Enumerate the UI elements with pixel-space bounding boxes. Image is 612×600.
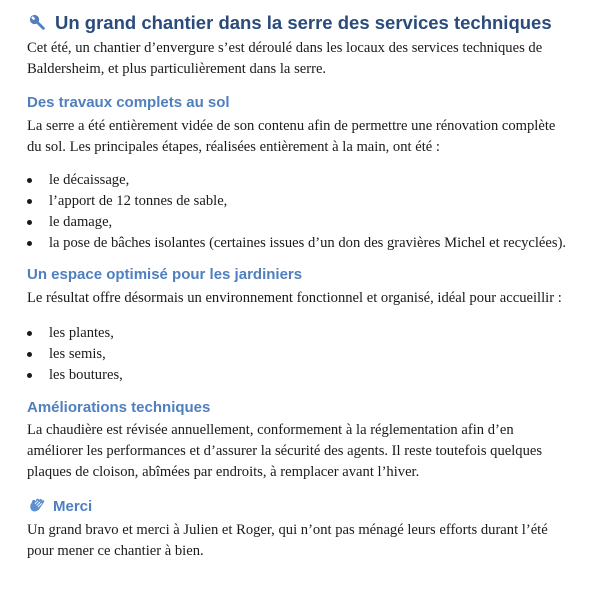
paragraph-line: du sol. Les principales étapes, réalisées entièrement à la main, ont été : — [27, 139, 440, 155]
travaux-bullet-list — [27, 170, 566, 254]
section-heading-ameliorations: Améliorations techniques — [27, 399, 211, 416]
bullet-icon — [27, 373, 32, 378]
section-paragraph-ameliorations — [27, 420, 602, 483]
list-item: les boutures, — [27, 365, 123, 386]
paragraph-line: plaques de cloison, abîmées par endroits, à remplacer avant l’hiver. — [27, 464, 420, 480]
intro-line: Baldersheim, et plus particulièrement dans la serre. — [27, 61, 327, 77]
list-item: le décaissage, — [27, 170, 566, 191]
section-paragraph-espace — [27, 288, 602, 309]
document-title — [27, 12, 552, 34]
document-title-text: Un grand chantier dans la serre des services techniques — [55, 12, 552, 33]
paragraph-line: Le résultat offre désormais un environnement fonctionnel et organisé, idéal pour accueillir : — [27, 290, 562, 306]
list-item: le damage, — [27, 212, 566, 233]
paragraph-line: La chaudière est révisée annuellement, conformement à la réglementation afin d’en — [27, 422, 514, 438]
wrench-icon — [27, 12, 49, 34]
bullet-icon — [27, 220, 32, 225]
section-heading-travaux: Des travaux complets au sol — [27, 94, 230, 111]
bullet-icon — [27, 352, 32, 357]
intro-paragraph — [27, 38, 602, 80]
list-item: les semis, — [27, 344, 123, 365]
paragraph-line: Un grand bravo et merci à Julien et Roger, qui n’ont pas ménagé leurs efforts durant l’été — [27, 522, 548, 538]
bullet-icon — [27, 178, 32, 183]
paragraph-line: pour mener ce chantier à bien. — [27, 543, 204, 559]
section-heading-espace: Un espace optimisé pour les jardiniers — [27, 266, 303, 283]
bullet-icon — [27, 241, 32, 246]
intro-line: Cet été, un chantier d’envergure s’est déroulé dans les locaux des services techniques de — [27, 40, 543, 56]
bullet-icon — [27, 331, 32, 336]
espace-bullet-list — [27, 323, 123, 386]
clapping-hands-icon — [27, 496, 47, 516]
bullet-icon — [27, 199, 32, 204]
section-paragraph-travaux — [27, 116, 602, 158]
list-item: les plantes, — [27, 323, 123, 344]
section-paragraph-merci — [27, 520, 602, 562]
paragraph-line: améliorer les performances et d’assurer la sécurité des agents. Il reste toutefois quelques — [27, 443, 543, 459]
paragraph-line: La serre a été entièrement vidée de son contenu afin de permettre une rénovation complète — [27, 118, 556, 134]
list-item: la pose de bâches isolantes (certaines issues d’un don des gravières Michel et recyclées). — [27, 233, 566, 254]
section-heading-merci: Merci — [27, 496, 92, 516]
list-item: l’apport de 12 tonnes de sable, — [27, 191, 566, 212]
